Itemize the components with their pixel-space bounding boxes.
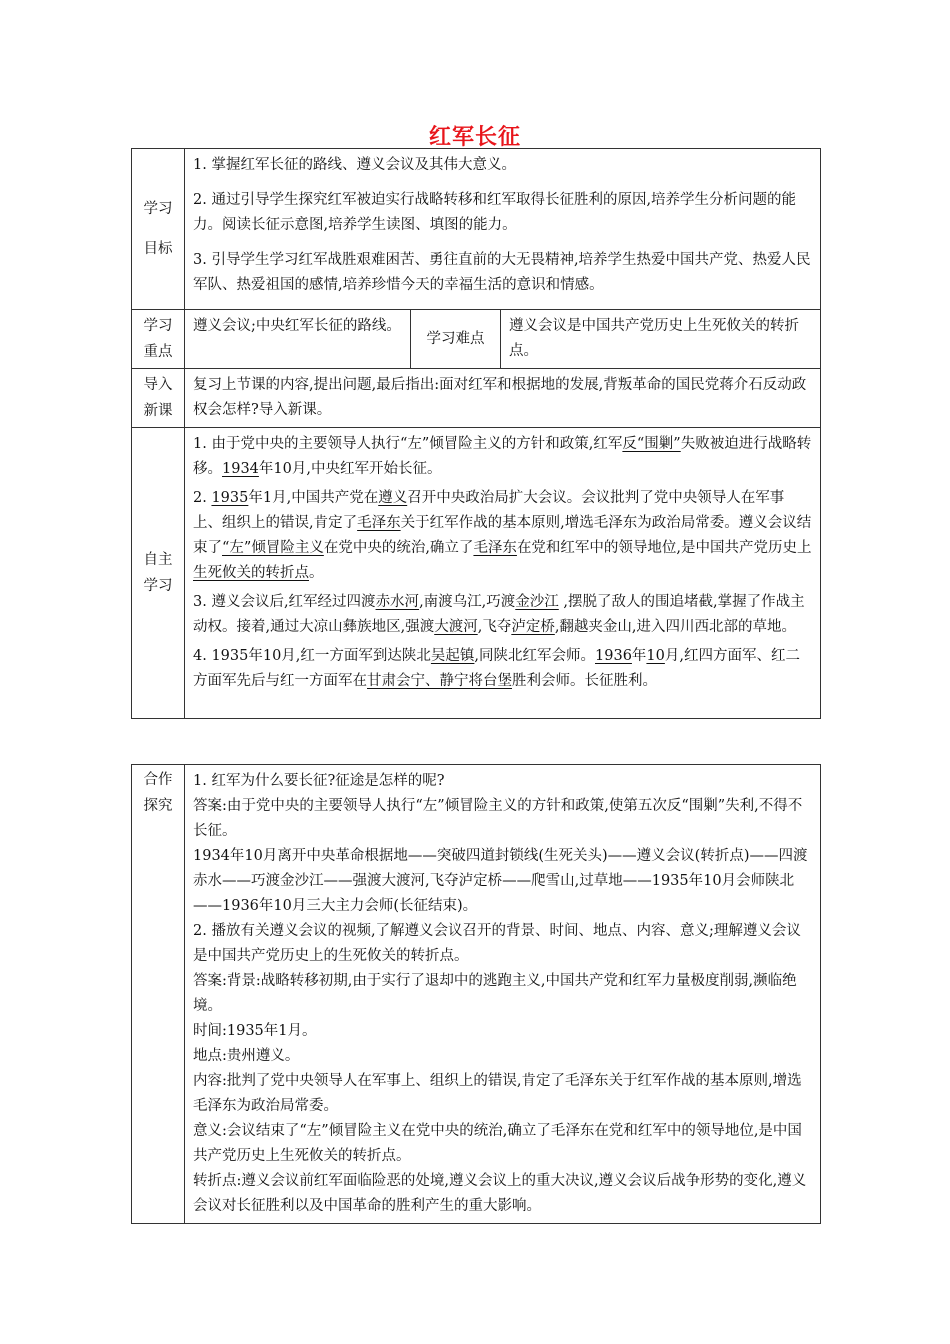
objective-item: 1. 掌握红军长征的路线、遵义会议及其伟大意义。	[193, 157, 516, 173]
intro-label: 导入 新课	[132, 369, 185, 428]
key-points-content: 遵义会议;中央红军长征的路线。	[185, 310, 411, 369]
cooperative-line: 1. 红军为什么要长征?征途是怎样的呢?	[193, 773, 445, 789]
self-study-content	[185, 428, 821, 719]
cooperative-line: 转折点:遵义会议前红军面临险恶的处境,遵义会议上的重大决议,遵义会议后战争形势的变化,遵义会议对长征胜利以及中国革命的胜利产生的重大影响。	[193, 1173, 807, 1214]
self-study-row	[132, 428, 821, 719]
cooperative-line: 意义:会议结束了“左”倾冒险主义在党中央的统治,确立了毛泽东在党和红军中的领导地位,是中国共产党历史上生死攸关的转折点。	[193, 1123, 802, 1164]
cooperative-label: 合作 探究	[132, 765, 185, 1224]
cooperative-line: 内容:批判了党中央领导人在军事上、组织上的错误,肯定了毛泽东关于红军作战的基本原则,增选毛泽东为政治局常委。	[193, 1073, 802, 1114]
self-study-paragraph: 3. 遵义会议后,红军经过四渡赤水河,南渡乌江,巧渡金沙江 ,摆脱了敌人的围追堵截,掌握了作战主动权。接着,通过大凉山彝族地区,强渡大渡河,飞夺泸定桥,翻越夹金山,进入四川西北部的草地。	[193, 594, 805, 635]
objectives-row	[132, 149, 821, 310]
objectives-label: 学习 目标	[132, 149, 185, 310]
intro-content: 复习上节课的内容,提出问题,最后指出:面对红军和根据地的发展,背叛革命的国民党蒋介石反动政权会怎样?导入新课。	[185, 369, 821, 428]
cooperative-content	[185, 765, 821, 1224]
objective-item: 3. 引导学生学习红军战胜艰难困苦、勇往直前的大无畏精神,培养学生热爱中国共产党、热爱人民军队、热爱祖国的感情,培养珍惜今天的幸福生活的意识和情感。	[193, 252, 811, 293]
self-study-paragraph: 4. 1935年10月,红一方面军到达陕北吴起镇,同陕北红军会师。1936年10月,红四方面军、红二方面军先后与红一方面军在甘肃会宁、静宁将台堡胜利会师。长征胜利。	[193, 648, 800, 689]
cooperative-line: 2. 播放有关遵义会议的视频,了解遵义会议召开的背景、时间、地点、内容、意义;理解遵义会议是中国共产党历史上的生死攸关的转折点。	[193, 923, 801, 964]
difficulty-label: 学习难点	[411, 310, 501, 369]
page-title: 红军长征	[428, 125, 521, 150]
cooperative-row	[132, 765, 821, 1224]
self-study-paragraph: 1. 由于党中央的主要领导人执行“左”倾冒险主义的方针和政策,红军反“围剿”失败被迫进行战略转移。1934年10月,中央红军开始长征。	[193, 436, 812, 477]
cooperative-line: 地点:贵州遵义。	[193, 1048, 300, 1064]
cooperative-line: 答案:背景:战略转移初期,由于实行了退却中的逃跑主义,中国共产党和红军力量极度削弱,濒临绝境。	[193, 973, 797, 1014]
objective-item: 2. 通过引导学生探究红军被迫实行战略转移和红军取得长征胜利的原因,培养学生分析问题的能力。阅读长征示意图,培养学生读图、填图的能力。	[193, 192, 797, 233]
cooperative-line: 答案:由于党中央的主要领导人执行“左”倾冒险主义的方针和政策,使第五次反“围剿”失利,不得不长征。	[193, 798, 803, 839]
cooperative-line: 时间:1935年1月。	[193, 1023, 317, 1039]
cooperative-table	[131, 764, 821, 1224]
lesson-plan-table	[131, 148, 821, 719]
cooperative-line: 1934年10月离开中央革命根据地——突破四道封锁线(生死关头)——遵义会议(转折点)——四渡赤水——巧渡金沙江——强渡大渡河,飞夺泸定桥——爬雪山,过草地——1935年10月会师陕北——1936年10月三大主力会师(长征结束)。	[193, 848, 808, 914]
self-study-paragraph: 2. 1935年1月,中国共产党在遵义召开中央政治局扩大会议。会议批判了党中央领导人在军事上、组织上的错误,肯定了毛泽东关于红军作战的基本原则,增选毛泽东为政治局常委。遵义会议结束了“左”倾冒险主义在党中央的统治,确立了毛泽东在党和红军中的领导地位,是中国共产党历史上生死攸关的转折点。	[193, 490, 812, 581]
intro-row	[132, 369, 821, 428]
self-study-label: 自主 学习	[132, 428, 185, 719]
objectives-content	[185, 149, 821, 310]
key-points-label: 学习 重点	[132, 310, 185, 369]
key-points-row	[132, 310, 821, 369]
difficulty-content: 遵义会议是中国共产党历史上生死攸关的转折点。	[501, 310, 821, 369]
